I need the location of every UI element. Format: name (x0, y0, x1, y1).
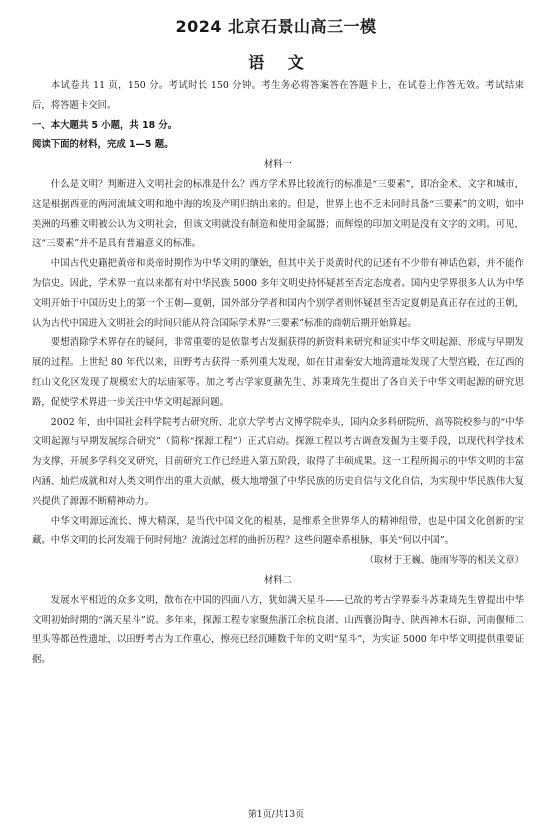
material1-paragraph: 中国古代史籍把黄帝和炎帝时期作为中华文明的肇始，但其中关于炎黄时代的记述有不少带有神话色彩，并不能作为信史。因此，学术界一直以来都有对中华民族 5000 多年文明史持怀疑甚至否定态度者。国内史学界很多人认为中华文明开始于中国历史上的第一个王朝—夏朝，国外部分学者和国内个别学者则怀疑甚至否定夏朝是真正存在过的王朝，认为古代中国进入文明社会的时间只能从符合国际学术界“三要素”标准的商朝后期开始算起。 (32, 258, 524, 329)
reading-instruction: 阅读下面的材料，完成 1—5 题。 (32, 139, 174, 151)
section-heading: 一、本大题共 5 小题，共 18 分。 (32, 119, 178, 131)
material1-paragraph: 要想消除学术界存在的疑问，非常重要的是依靠考古发掘获得的新资料来研究和证实中华文明起源、形成与早期发展的过程。上世纪 80 年代以来，田野考古获得一系列重大发现，如在甘肃秦安大地湾遗址发现了大型宫殿，在辽西的红山文化区发现了规模宏大的坛庙冢等。加之考古学家夏鼐先生、苏秉琦先生提出了各自关于中华文明起源的研究思路，促使学术界进一步关注中华文明起源问题。 (32, 337, 524, 408)
page-number: 第1页/共13页 (247, 810, 305, 820)
material1-paragraph: 2002 年，由中国社会科学院考古研究所、北京大学考古文博学院牵头，国内众多科研院所、高等院校参与的“中华文明起源与早期发展综合研究”（简称“探源工程”）正式启动。探源工程以考古调查发掘为主要手段，以现代科学技术为支撑，开展多学科交叉研究，目前研究工作已经进入第五阶段，取得了丰硕成果。这一工程所揭示的中华文明的丰富内涵、灿烂成就和对人类文明作出的重大贡献，极大地增强了中华民族的历史自信与文化自信，为实现中华民族伟大复兴提供了源源不断精神动力。 (32, 416, 524, 507)
material2-paragraph: 发展水平相近的众多文明，散布在中国的四面八方，犹如满天星斗——已故的考古学界泰斗苏秉琦先生曾提出中华文明初始时期的“满天星斗”说。多年来，探源工程专家聚焦浙江余杭良渚、山西襄汾陶寺、陕西神木石峁、河南偃师二里头等都邑性遗址，以田野考古为工作重心，擦亮已经沉睡数千年的文明“星斗”，为实证 5000 年中华文明提供重要证据。 (32, 594, 524, 666)
material1-paragraph: 中华文明源远流长、博大精深，是当代中国文化的根基，是维系全世界华人的精神纽带，也是中国文化创新的宝藏。中华文明的长河发端于何时何地？流淌过怎样的曲折历程？这些问题牵系根脉，事关“何以中国”。 (32, 515, 524, 547)
exam-instructions: 本试卷共 11 页，150 分。考试时长 150 分钟。考生务必将答案答在答题卡上，在试卷上作答无效。考试结束后，将答题卡交回。 (32, 80, 524, 111)
exam-title: 2024 北京石景山高三一模 (175, 17, 377, 36)
material-heading-1: 材料一 (263, 159, 293, 171)
material1-source: （取材于王巍、施雨岑等的相关文章） (364, 555, 524, 567)
exam-content (32, 76, 524, 670)
subject-title: 语 文 (248, 53, 304, 72)
material-heading-2: 材料二 (263, 574, 293, 586)
material1-paragraph: 什么是文明？判断进入文明社会的标准是什么？西方学术界比较流行的标准是“三要素”，即冶金术、文字和城市，这是根据西亚的两河流域文明和地中海的埃及产明归纳出来的。但是，世界上也不乏未同时具备“三要素”的文明，如中美洲的玛雅文明被公认为文明社会，但该文明就没有制造和使用金属器；而辉煌的印加文明是没有文字的文明。可见，这“三要素”并不是具有普遍意义的标准。 (32, 178, 524, 250)
